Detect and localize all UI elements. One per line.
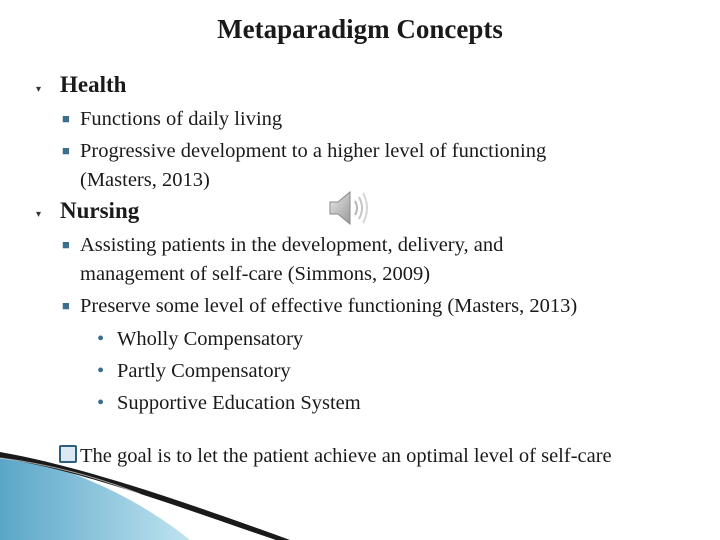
health-heading: Health xyxy=(60,72,127,97)
health-item-1: ■ Functions of daily living xyxy=(62,103,282,135)
nursing-item-1: ■ Assisting patients in the development, delivery, and xyxy=(62,229,503,261)
goal-statement: The goal is to let the patient achieve an optimal level of self-care xyxy=(59,445,612,468)
health-item-2-continuation: (Masters, 2013) xyxy=(80,169,210,191)
nursing-item-1-continuation: management of self-care (Simmons, 2009) xyxy=(80,263,431,285)
triangle-bullet-icon: ▾ xyxy=(36,84,42,95)
slide-title: Metaparadigm Concepts xyxy=(217,14,503,44)
speaker-icon[interactable] xyxy=(326,186,370,230)
dot-bullet-icon: • xyxy=(97,328,105,350)
square-bullet-icon: ■ xyxy=(62,298,70,313)
nursing-subitem-1: • Wholly Compensatory xyxy=(97,323,303,355)
triangle-bullet-icon: ▾ xyxy=(36,209,42,220)
nursing-heading: Nursing xyxy=(60,198,140,223)
nursing-subitem-2: • Partly Compensatory xyxy=(97,355,291,387)
health-item-2: ■ Progressive development to a higher level of functioning xyxy=(62,135,546,167)
square-bullet-icon: ■ xyxy=(62,111,70,126)
nursing-subitem-3: • Supportive Education System xyxy=(97,387,361,419)
nursing-item-2: ■ Preserve some level of effective functioning (Masters, 2013) xyxy=(62,290,577,322)
square-bullet-icon: ■ xyxy=(62,237,70,252)
square-bullet-icon: ■ xyxy=(62,143,70,158)
dot-bullet-icon: • xyxy=(97,392,105,414)
dot-bullet-icon: • xyxy=(97,360,105,382)
checkbox-bullet-icon xyxy=(59,445,77,463)
